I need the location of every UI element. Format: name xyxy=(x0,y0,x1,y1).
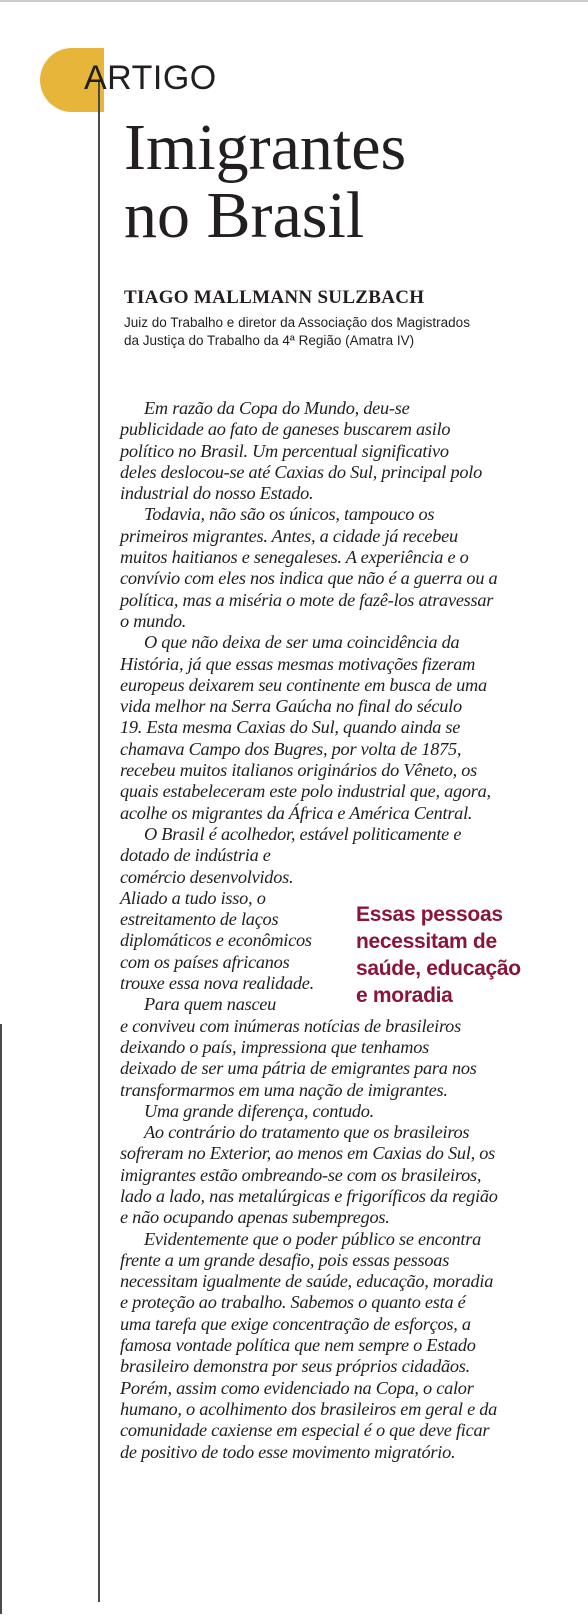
pull-quote-line: e moradia xyxy=(356,984,453,1007)
body-line: imigrantes estão ombreando-se com os brasileiros, xyxy=(120,1164,482,1185)
top-rule xyxy=(0,0,588,2)
body-line: Porém, assim como evidenciado na Copa, o calor xyxy=(120,1377,474,1398)
body-line: 19. Esta mesma Caxias do Sul, quando ainda se xyxy=(120,717,461,738)
body-line: Todavia, não são os únicos, tampouco os xyxy=(144,504,435,525)
headline-line: no Brasil xyxy=(124,179,365,252)
body-line: humano, o acolhimento dos brasileiros em geral e da xyxy=(120,1398,498,1419)
body-line: muitos haitianos e senegaleses. A experiência e o xyxy=(120,547,469,568)
author-bio-line: da Justiça do Trabalho da 4ª Região (Amatra IV) xyxy=(124,333,415,348)
body-line: vida melhor na Serra Gaúcha no final do século xyxy=(120,696,462,717)
body-line: chamava Campo dos Bugres, por volta de 1875, xyxy=(120,738,462,759)
body-line: dotado de indústria e xyxy=(120,845,271,866)
body-line: História, já que essas mesmas motivações fizeram xyxy=(120,653,476,674)
body-line: deixado de ser uma pátria de emigrantes para nos xyxy=(120,1058,477,1079)
body-line: Em razão da Copa do Mundo, deu-se xyxy=(144,398,410,418)
body-line: industrial do nosso Estado. xyxy=(120,483,314,504)
body-line: necessitam igualmente de saúde, educação, moradia xyxy=(120,1271,494,1292)
body-line: convívio com eles nos indica que não é a guerra ou a xyxy=(120,568,498,589)
body-line: recebeu muitos italianos originários do Vêneto, os xyxy=(120,760,477,781)
body-line: político no Brasil. Um percentual significativo xyxy=(120,440,449,461)
body-line: acolhe os migrantes da África e América Central. xyxy=(120,802,473,823)
body-line: transformarmos em uma nação de imigrantes. xyxy=(120,1079,448,1100)
body-line: Aliado a tudo isso, o xyxy=(120,887,266,908)
body-line: de positivo de todo esse movimento migratório. xyxy=(120,1441,456,1462)
section-label: ARTIGO xyxy=(84,59,217,97)
author-name: TIAGO MALLMANN SULZBACH xyxy=(124,287,425,308)
body-line: O Brasil é acolhedor, estável politicamente e xyxy=(144,823,462,844)
body-line: trouxe essa nova realidade. xyxy=(120,973,314,994)
body-line: publicidade ao fato de ganeses buscarem asilo xyxy=(120,419,451,440)
body-line: O que não deixa de ser uma coincidência da xyxy=(144,632,460,653)
body-line: deixando o país, impressiona que tenhamos xyxy=(120,1036,429,1057)
body-line: política, mas a miséria o mote de fazê-los atravessar xyxy=(120,589,494,610)
body-line: primeiros migrantes. Antes, a cidade já recebeu xyxy=(120,525,458,546)
paragraph xyxy=(120,1101,550,1122)
paragraph xyxy=(120,504,550,632)
body-line: lado a lado, nas metalúrgicas e frigoríficos da região xyxy=(120,1185,498,1206)
body-line: Evidentemente que o poder público se encontra xyxy=(144,1228,482,1249)
body-line: estreitamento de laços xyxy=(120,909,279,930)
body-line: comércio desenvolvidos. xyxy=(120,866,294,887)
paragraph xyxy=(120,1229,550,1463)
body-line: diplomáticos e econômicos xyxy=(120,930,312,951)
paragraph xyxy=(120,1122,550,1228)
body-line: Ao contrário do tratamento que os brasileiros xyxy=(144,1122,470,1143)
pull-quote-line: Essas pessoas xyxy=(356,903,503,926)
body-line: deles deslocou-se até Caxias do Sul, principal polo xyxy=(120,461,482,482)
body-line: o mundo. xyxy=(120,610,187,631)
column-rule xyxy=(98,80,100,1602)
body-line: comunidade caxiense em especial é o que deve ficar xyxy=(120,1420,490,1441)
body-line: uma tarefa que exige concentração de esforços, a xyxy=(120,1313,471,1334)
headline-line: Imigrantes xyxy=(124,111,407,184)
body-line: Para quem nasceu xyxy=(144,994,277,1015)
body-line: sofreram no Exterior, ao menos em Caxias do Sul, os xyxy=(120,1143,496,1164)
pull-quote-line: necessitam de xyxy=(356,930,497,953)
headline xyxy=(124,111,407,252)
body-line: brasileiro demonstra por seus próprios cidadãos. xyxy=(120,1356,470,1377)
pull-quote-line: saúde, educação xyxy=(356,957,521,980)
body-line: e não ocupando apenas subempregos. xyxy=(120,1207,390,1228)
pull-quote xyxy=(356,901,521,1009)
body-line: e proteção ao trabalho. Sabemos o quanto esta é xyxy=(120,1292,466,1313)
author-bio xyxy=(124,314,470,350)
body-line: quais estabeleceram este polo industrial que, agora, xyxy=(120,781,491,802)
author-bio-line: Juiz do Trabalho e diretor da Associação dos Magistrados xyxy=(124,315,470,330)
body-line: famosa vontade política que nem sempre o Estado xyxy=(120,1335,476,1356)
body-line: com os países africanos xyxy=(120,951,290,972)
paragraph xyxy=(120,632,550,824)
body-line: Uma grande diferença, contudo. xyxy=(144,1100,374,1121)
paragraph xyxy=(120,398,550,504)
page-edge-rule xyxy=(0,1024,2,1614)
body-line: frente a um grande desafio, pois essas pessoas xyxy=(120,1249,450,1270)
body-line: europeus deixarem seu continente em busca de uma xyxy=(120,674,487,695)
body-line: e conviveu com inúmeras notícias de brasileiros xyxy=(120,1015,461,1036)
paragraph xyxy=(120,994,550,1100)
